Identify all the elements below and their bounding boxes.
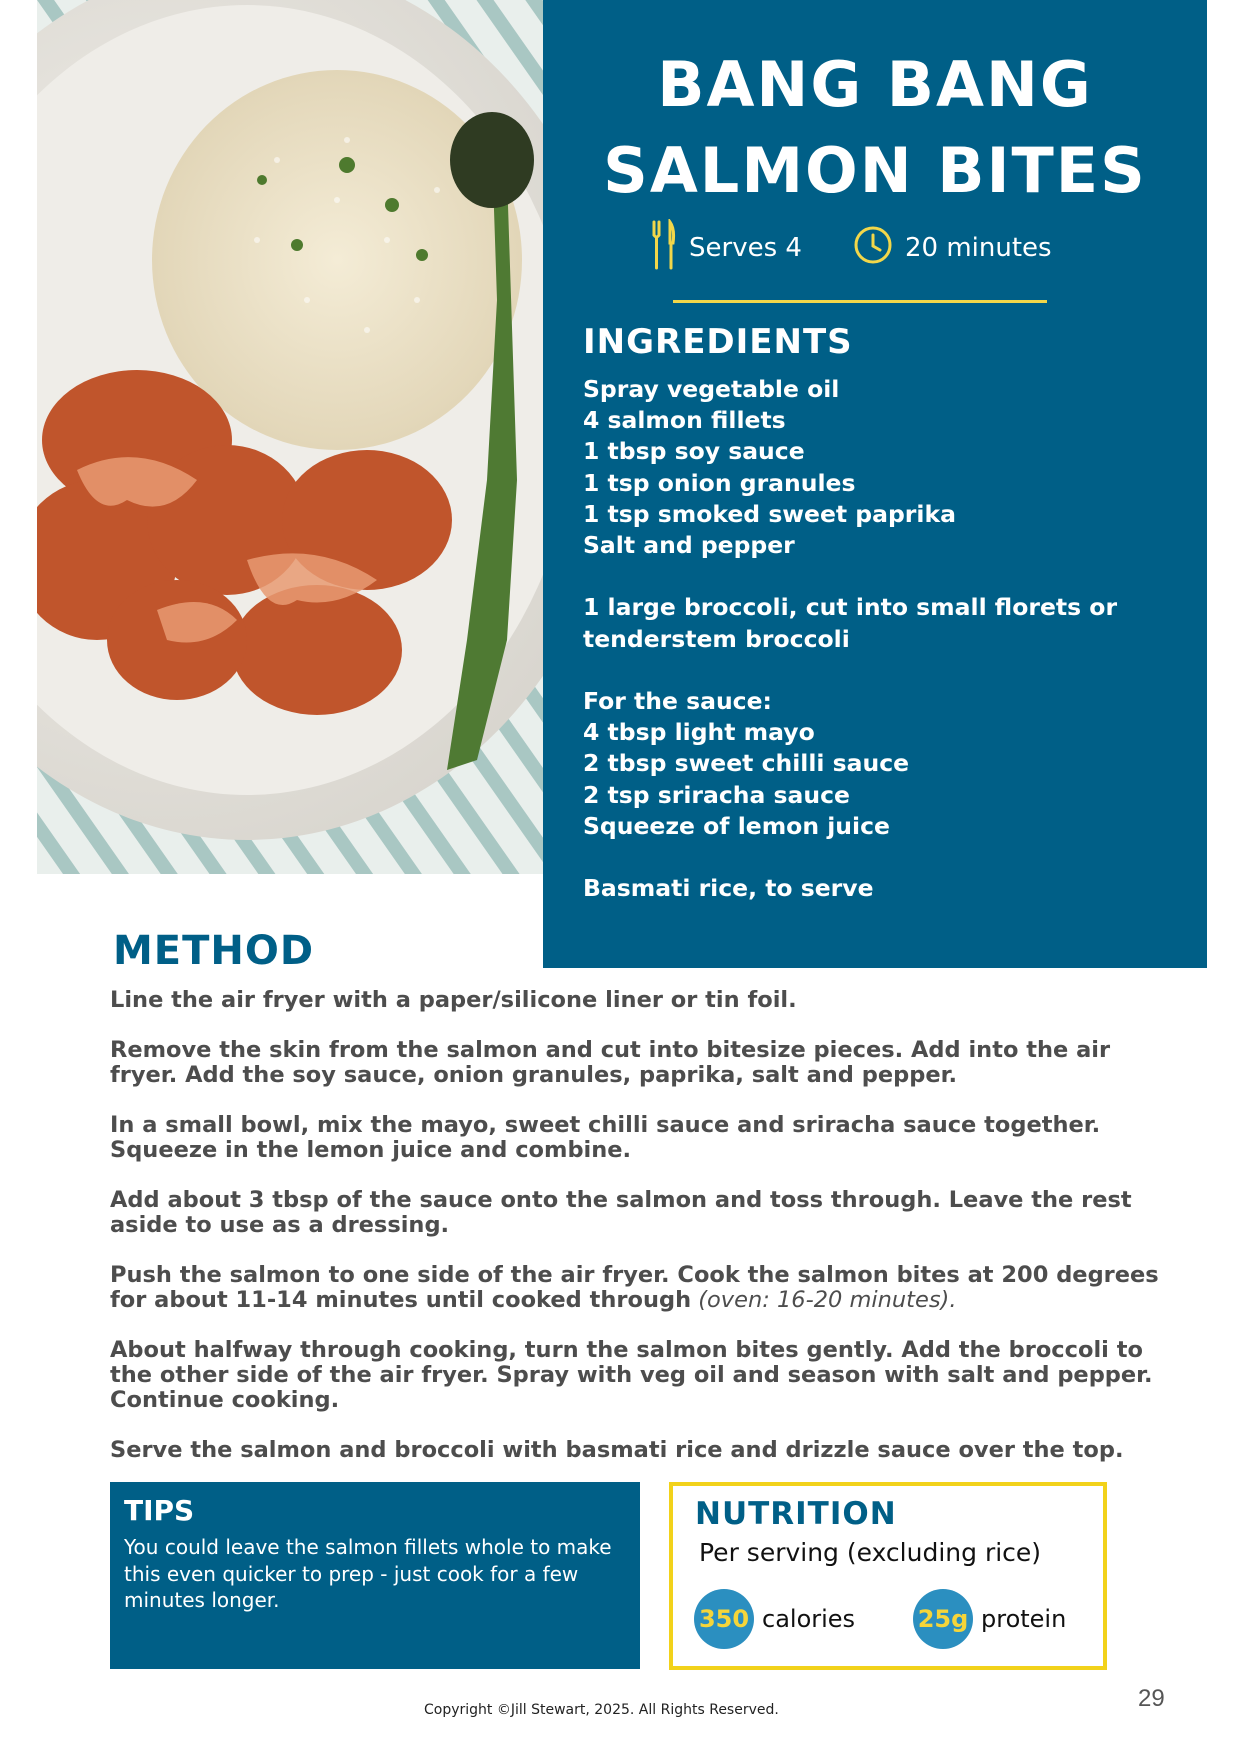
tips-text: You could leave the salmon fillets whole to make this even quicker to prep - just cook for a few minutes longer. <box>124 1535 612 1612</box>
recipe-info-panel <box>543 0 1207 968</box>
method-step: Add about 3 tbsp of the sauce onto the salmon and toss through. Leave the rest aside to use as a dressing. <box>110 1187 1132 1238</box>
cutlery-icon <box>651 219 677 278</box>
method-steps <box>110 988 1160 1488</box>
nutrition-heading: NUTRITION <box>695 1496 897 1532</box>
protein-stat <box>913 1589 1066 1649</box>
ingredient-item: 4 salmon fillets <box>583 406 786 435</box>
calories-badge: 350 <box>694 1589 754 1649</box>
ingredients-list <box>583 374 1183 904</box>
per-serving-label: Per serving (excluding rice) <box>699 1538 1042 1567</box>
ingredient-item: 1 tbsp soy sauce <box>583 437 805 466</box>
time-info <box>853 222 1052 274</box>
recipe-photo <box>37 0 543 874</box>
divider-line <box>673 300 1047 303</box>
ingredient-item: Salt and pepper <box>583 531 795 560</box>
protein-label: protein <box>981 1605 1067 1633</box>
ingredient-subheading: For the sauce: <box>583 687 772 715</box>
time-label: 20 minutes <box>905 233 1052 263</box>
ingredient-item: 4 tbsp light mayo <box>583 718 815 747</box>
ingredient-spacer <box>583 561 1183 592</box>
ingredient-item: 2 tbsp sweet chilli sauce <box>583 749 910 778</box>
method-step: In a small bowl, mix the mayo, sweet chilli sauce and sriracha sauce together. Squeeze in the lemon juice and combine. <box>110 1112 1101 1163</box>
ingredient-item: 1 large broccoli, cut into small florets or <box>583 593 1118 622</box>
nutrition-box <box>669 1482 1107 1670</box>
method-step: About halfway through cooking, turn the salmon bites gently. Add the broccoli to the other side of the air fryer. Spray with veg oil and season with salt and pepper. Continue cooking. <box>110 1337 1153 1413</box>
ingredient-spacer <box>583 842 1183 873</box>
method-step: Serve the salmon and broccoli with basmati rice and drizzle sauce over the top. <box>110 1437 1124 1463</box>
method-step-text: Push the salmon to one side of the air fryer. Cook the salmon bites at 200 degrees for about 11-14 minutes until cooked through <box>110 1262 1159 1313</box>
ingredient-spacer <box>583 655 1183 686</box>
ingredient-item: Squeeze of lemon juice <box>583 811 890 840</box>
method-heading: METHOD <box>113 928 315 974</box>
recipe-title <box>543 42 1207 214</box>
protein-badge: 25g <box>913 1589 973 1649</box>
copyright-notice: Copyright ©Jill Stewart, 2025. All Rights Reserved. <box>424 1702 779 1718</box>
serves-label: Serves 4 <box>689 233 802 263</box>
tips-heading: TIPS <box>124 1494 195 1527</box>
ingredients-heading: INGREDIENTS <box>583 322 853 362</box>
recipe-meta <box>543 222 1207 274</box>
ingredient-item: 1 tsp onion granules <box>583 468 856 497</box>
page-number: 29 <box>1138 1685 1165 1712</box>
ingredient-item: tenderstem broccoli <box>583 624 850 653</box>
ingredient-item: Basmati rice, to serve <box>583 874 874 903</box>
method-step <box>110 1263 1160 1313</box>
clock-icon <box>853 225 893 272</box>
ingredient-item: Spray vegetable oil <box>583 375 840 403</box>
serves-info <box>651 222 802 274</box>
method-step: Line the air fryer with a paper/silicone liner or tin foil. <box>110 987 797 1013</box>
oven-note: (oven: 16-20 minutes). <box>691 1287 957 1313</box>
ingredient-item: 1 tsp smoked sweet paprika <box>583 499 956 528</box>
recipe-title-line-1: BANG BANG <box>657 48 1093 121</box>
tips-box <box>110 1482 640 1669</box>
method-step: Remove the skin from the salmon and cut into bitesize pieces. Add into the air fryer. Add the soy sauce, onion granules, paprika, salt and pepper. <box>110 1037 1111 1088</box>
recipe-title-line-2: SALMON BITES <box>603 134 1147 207</box>
calories-label: calories <box>762 1605 856 1633</box>
calories-stat <box>694 1589 855 1649</box>
ingredient-item: 2 tsp sriracha sauce <box>583 780 850 809</box>
